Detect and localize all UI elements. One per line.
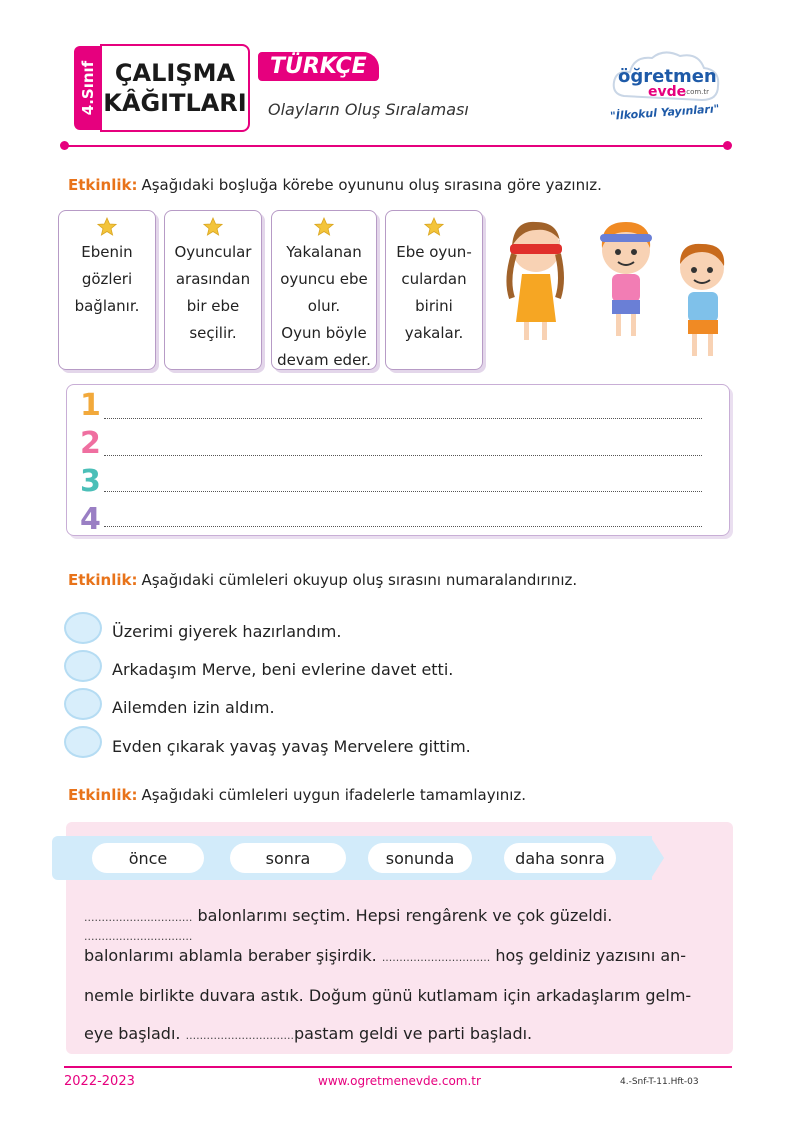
event-card-3: Yakalanan oyuncu ebe olur. Oyun böyle devam eder. bbox=[271, 210, 377, 370]
subject-badge: TÜRKÇE bbox=[258, 52, 379, 81]
title-line-2: KÂĞITLARI bbox=[103, 89, 247, 117]
star-icon bbox=[424, 217, 444, 237]
divider-dot-left bbox=[60, 141, 69, 150]
order-bubble-2[interactable] bbox=[64, 650, 102, 682]
paragraph-line-3: nemle birlikte duvara astık. Doğum günü kutlamam için arkadaşlarım gelm- bbox=[84, 986, 692, 1005]
paragraph-line-2: balonlarımı ablamla beraber şişirdik. ............................... hoş geldiniz yazısını an- bbox=[84, 946, 687, 965]
star-icon bbox=[97, 217, 117, 237]
answer-line-3[interactable] bbox=[104, 491, 702, 492]
logo-sub: evde bbox=[648, 84, 687, 100]
answer-line-1[interactable] bbox=[104, 418, 702, 419]
blank-4[interactable]: ............................... bbox=[185, 1029, 294, 1042]
number-3: 3 bbox=[80, 464, 101, 499]
word-chip-daha-sonra[interactable]: daha sonra bbox=[504, 843, 616, 873]
divider-dot-right bbox=[723, 141, 732, 150]
footer-divider bbox=[64, 1066, 732, 1068]
word-chip-sonunda[interactable]: sonunda bbox=[368, 843, 472, 873]
sentence-4: Evden çıkarak yavaş yavaş Mervelere gittim. bbox=[112, 737, 471, 756]
blank-2[interactable]: ............................... bbox=[84, 930, 193, 943]
header-divider bbox=[64, 145, 728, 147]
number-4: 4 bbox=[80, 502, 101, 537]
order-bubble-3[interactable] bbox=[64, 688, 102, 720]
word-chip-once[interactable]: önce bbox=[92, 843, 204, 873]
logo-domain: .com.tr bbox=[684, 88, 710, 96]
event-card-1: Ebenin gözleri bağlanır. bbox=[58, 210, 156, 370]
word-chip-sonra[interactable]: sonra bbox=[230, 843, 346, 873]
order-bubble-4[interactable] bbox=[64, 726, 102, 758]
footer-year: 2022-2023 bbox=[64, 1074, 135, 1089]
paragraph-line-4: eye başladı. ...............................pastam geldi ve parti başladı. bbox=[84, 1024, 533, 1043]
logo-main: öğretmen bbox=[618, 66, 717, 87]
event-card-4: Ebe oyun- culardan birini yakalar. bbox=[385, 210, 483, 370]
publisher-logo bbox=[604, 44, 728, 128]
star-icon bbox=[314, 217, 334, 237]
activity-3-instruction: Etkinlik: Aşağıdaki cümleleri uygun ifadelerle tamamlayınız. bbox=[68, 786, 527, 804]
star-icon bbox=[203, 217, 223, 237]
order-bubble-1[interactable] bbox=[64, 612, 102, 644]
footer-url[interactable]: www.ogretmenevde.com.tr bbox=[318, 1074, 481, 1088]
number-2: 2 bbox=[80, 426, 101, 461]
sentence-3: Ailemden izin aldım. bbox=[112, 698, 275, 717]
grade-tab: 4.Sınıf bbox=[74, 46, 102, 130]
answer-line-4[interactable] bbox=[104, 526, 702, 527]
title-box bbox=[100, 44, 250, 132]
blank-1[interactable]: ............................... bbox=[84, 911, 193, 924]
answer-lines-box bbox=[66, 384, 730, 536]
sentence-1: Üzerimi giyerek hazırlandım. bbox=[112, 622, 342, 641]
footer-code: 4.-Snf-T-11.Hft-03 bbox=[620, 1077, 699, 1087]
number-1: 1 bbox=[80, 388, 101, 423]
children-playing-illustration bbox=[494, 210, 734, 370]
paragraph-line-1: ............................... balonlarımı seçtim. Hepsi rengârenk ve çok güzeldi. ............................... bbox=[84, 906, 613, 943]
answer-line-2[interactable] bbox=[104, 455, 702, 456]
blank-3[interactable]: ............................... bbox=[381, 951, 491, 964]
event-card-2: Oyuncular arasından bir ebe seçilir. bbox=[164, 210, 262, 370]
activity-2-instruction: Etkinlik: Aşağıdaki cümleleri okuyup oluş sırasını numaralandırınız. bbox=[68, 571, 578, 589]
banner-arrow-icon bbox=[650, 836, 664, 880]
topic-title: Olayların Oluş Sıralaması bbox=[268, 100, 469, 119]
activity-1-instruction: Etkinlik: Aşağıdaki boşluğa körebe oyununu oluş sırasına göre yazınız. bbox=[68, 176, 602, 194]
sentence-2: Arkadaşım Merve, beni evlerine davet etti. bbox=[112, 660, 454, 679]
title-line-1: ÇALIŞMA bbox=[114, 59, 236, 87]
logo-tagline: "İlkokul Yayınları" bbox=[609, 102, 720, 123]
